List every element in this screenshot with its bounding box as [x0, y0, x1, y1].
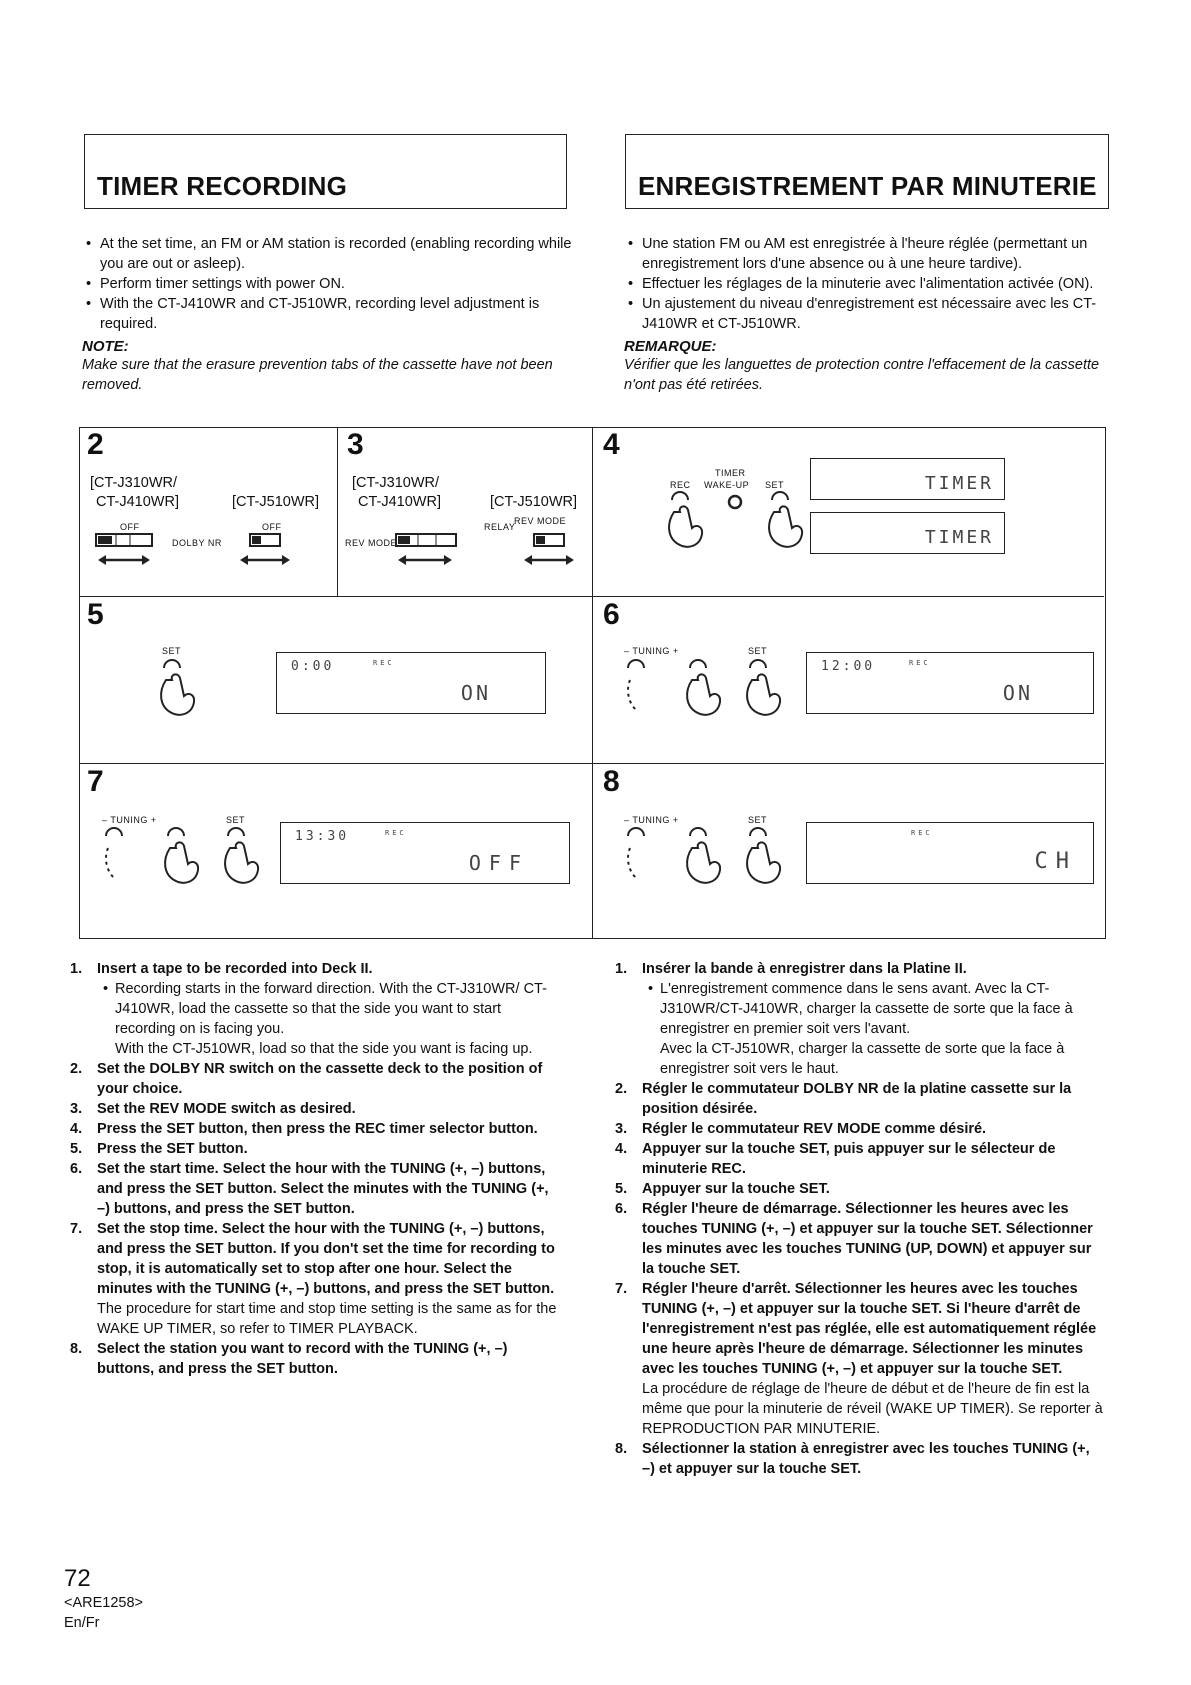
- step-text: Appuyer sur la touche SET, puis appuyer sur le sélecteur de minuterie REC.: [642, 1141, 1056, 1177]
- lcd-time: 12:00: [821, 659, 876, 674]
- step-text: Press the SET button, then press the REC timer selector button.: [97, 1121, 538, 1137]
- step-item: [70, 1139, 560, 1159]
- display-panel: [810, 512, 1005, 554]
- step-text: Régler l'heure d'arrêt. Sélectionner les heures avec les touches TUNING (+, –) et appuyer sur la touche SET. Si l'heure d'arrêt de l'enregistrement n'est pas réglée, elle est automatiquement réglée une heure après l'heure de démarrage. Sélectionner les minutes avec les touches TUNING (+, –) et appuyer sur la touche SET.: [642, 1281, 1097, 1377]
- step-item: [70, 959, 560, 1059]
- step-item: [615, 1439, 1105, 1479]
- steps-fr: [615, 959, 1105, 1479]
- hand-press-icon: [660, 490, 810, 560]
- step-item: [615, 1079, 1105, 1119]
- step-item: [615, 1279, 1105, 1439]
- step-label-3: 3: [347, 428, 364, 461]
- step-number: 5.: [615, 1181, 628, 1197]
- display-panel: [276, 652, 546, 714]
- model-label: [CT-J510WR]: [232, 494, 320, 510]
- step-number: 6.: [615, 1201, 628, 1217]
- step-text: Press the SET button.: [97, 1141, 248, 1157]
- step-item: [70, 1119, 560, 1139]
- step-item: [70, 1219, 560, 1339]
- lcd-text: ON: [460, 681, 491, 705]
- step-number: 3.: [615, 1121, 628, 1137]
- wakeup-label: WAKE-UP: [704, 480, 750, 490]
- lcd-rec: REC: [373, 659, 395, 667]
- set-label: SET: [226, 815, 246, 825]
- step-label-4: 4: [603, 428, 620, 461]
- step-number: 2.: [70, 1061, 83, 1077]
- page-footer: [64, 1565, 143, 1633]
- step-item: [70, 1059, 560, 1099]
- intro-bullet: • At the set time, an FM or AM station is recorded (enabling recording while you are out or asleep).: [82, 234, 572, 274]
- lcd-text: CH: [1034, 849, 1077, 874]
- intro-fr: [624, 234, 1112, 395]
- step-text: Insert a tape to be recorded into Deck II.: [97, 961, 373, 977]
- page-number: 72: [64, 1565, 91, 1592]
- timer-label: TIMER: [715, 468, 746, 478]
- step-item: [70, 1159, 560, 1219]
- model-label: CT-J410WR]: [96, 494, 179, 510]
- switch-label: REV MODE: [345, 538, 398, 548]
- note-label: REMARQUE:: [624, 338, 717, 355]
- step-number: 4.: [70, 1121, 83, 1137]
- step-item: [615, 959, 1105, 1079]
- step-text: Select the station you want to record with the TUNING (+, –) buttons, and press the SET button.: [97, 1341, 508, 1377]
- step-number: 1.: [70, 961, 83, 977]
- tuning-label: – TUNING +: [102, 815, 157, 825]
- step-number: 7.: [70, 1221, 83, 1237]
- lcd-text: ON: [1002, 681, 1033, 705]
- section-title-fr: ENREGISTREMENT PAR MINUTERIE: [638, 171, 1097, 201]
- step-item: [615, 1179, 1105, 1199]
- step-number: 6.: [70, 1161, 83, 1177]
- display-panel: [280, 822, 570, 884]
- step-note: The procedure for start time and stop time setting is the same as for the WAKE UP TIMER, so refer to TIMER PLAYBACK.: [97, 1301, 557, 1337]
- intro-bullet: • Un ajustement du niveau d'enregistrement est nécessaire avec les CT-J410WR et CT-J510WR.: [624, 294, 1112, 334]
- document-code: <ARE1258>: [64, 1595, 144, 1611]
- model-label: [CT-J310WR/: [352, 475, 440, 491]
- step-note: Avec la CT-J510WR, charger la cassette de sorte que la face à enregistrer soit vers le haut.: [660, 1041, 1065, 1077]
- step-label-5: 5: [87, 598, 104, 631]
- step-label-2: 2: [87, 428, 104, 461]
- lcd-rec: REC: [911, 829, 933, 837]
- procedure-diagram: [79, 427, 1106, 939]
- note-text: Make sure that the erasure prevention tabs of the cassette have not been removed.: [82, 357, 553, 393]
- step-item: [615, 1199, 1105, 1279]
- lcd-rec: REC: [909, 659, 931, 667]
- step-number: 8.: [615, 1441, 628, 1457]
- lcd-time: 0:00: [291, 659, 335, 674]
- hand-press-icon: [620, 658, 800, 728]
- step-item: [70, 1099, 560, 1119]
- step-number: 4.: [615, 1141, 628, 1157]
- title-box-right: [625, 134, 1109, 209]
- step-number: 7.: [615, 1281, 628, 1297]
- switch-label: OFF: [120, 522, 140, 532]
- tuning-label: – TUNING +: [624, 815, 679, 825]
- switch-label: OFF: [262, 522, 282, 532]
- switch-label: REV MODE: [514, 516, 567, 526]
- set-label: SET: [162, 646, 182, 656]
- step-number: 8.: [70, 1341, 83, 1357]
- language-tag: En/Fr: [64, 1615, 100, 1631]
- rec-label: REC: [670, 480, 691, 490]
- step-text: Sélectionner la station à enregistrer avec les touches TUNING (+, –) et appuyer sur la touche SET.: [642, 1441, 1090, 1477]
- note-label: NOTE:: [82, 338, 129, 355]
- lcd-text: TIMER: [924, 473, 994, 494]
- lcd-rec: REC: [385, 829, 407, 837]
- intro-bullet: • Une station FM ou AM est enregistrée à l'heure réglée (permettant un enregistrement lors d'une absence ou à une heure tardive).: [624, 234, 1112, 274]
- set-label: SET: [748, 815, 768, 825]
- model-label: CT-J410WR]: [358, 494, 441, 510]
- step-text: Régler le commutateur REV MODE comme désiré.: [642, 1121, 987, 1137]
- rev-mode-switch-icon: [390, 532, 590, 574]
- step-text: Régler l'heure de démarrage. Sélectionner les heures avec les touches TUNING (+, –) et appuyer sur la touche SET. Sélectionner les minutes avec les touches TUNING (UP, DOWN) et appuyer sur la touche SET.: [642, 1201, 1093, 1277]
- intro-bullet: • With the CT-J410WR and CT-J510WR, recording level adjustment is required.: [82, 294, 572, 334]
- step-note: La procédure de réglage de l'heure de début et de l'heure de fin est la même que pour la minuterie de réveil (WAKE UP TIMER). Se reporter à REPRODUCTION PAR MINUTERIE.: [642, 1381, 1103, 1437]
- step-text: Insérer la bande à enregistrer dans la Platine II.: [642, 961, 967, 977]
- lcd-text: OFF: [468, 851, 529, 875]
- step-text: Appuyer sur la touche SET.: [642, 1181, 830, 1197]
- step-text: Set the stop time. Select the hour with the TUNING (+, –) buttons, and press the SET button. If you don't set the time for recording to stop, it is automatically set to stop after one hour. Select the minutes with the TUNING (+, –) buttons, and press the SET button.: [97, 1221, 555, 1297]
- section-title-en: TIMER RECORDING: [97, 171, 347, 201]
- step-item: [615, 1139, 1105, 1179]
- steps-en: [70, 959, 560, 1379]
- step-item: [70, 1339, 560, 1379]
- switch-label: RELAY: [484, 522, 516, 532]
- set-label: SET: [765, 480, 785, 490]
- step-number: 3.: [70, 1101, 83, 1117]
- switch-label: DOLBY NR: [172, 538, 222, 548]
- tuning-label: – TUNING +: [624, 646, 679, 656]
- step-item: [615, 1119, 1105, 1139]
- hand-press-icon: [620, 826, 800, 896]
- lcd-text: TIMER: [924, 527, 994, 548]
- lcd-time: 13:30: [295, 829, 350, 844]
- intro-en: [82, 234, 572, 395]
- step-text: Set the start time. Select the hour with the TUNING (+, –) buttons, and press the SET button. Select the minutes with the TUNING (+, –) buttons, and press the SET button.: [97, 1161, 549, 1217]
- step-number: 1.: [615, 961, 628, 977]
- title-box-left: [84, 134, 567, 209]
- step-text: Régler le commutateur DOLBY NR de la platine cassette sur la position désirée.: [642, 1081, 1072, 1117]
- display-panel: [810, 458, 1005, 500]
- divider: [592, 428, 593, 938]
- model-label: [CT-J510WR]: [490, 494, 578, 510]
- step-text: Set the REV MODE switch as desired.: [97, 1101, 356, 1117]
- display-panel: [806, 652, 1094, 714]
- step-note: • Recording starts in the forward direction. With the CT-J310WR/ CT-J410WR, load the cassette so that the side you want to start recording on is facing you.: [97, 979, 560, 1039]
- display-panel: [806, 822, 1094, 884]
- step-label-7: 7: [87, 765, 104, 798]
- step-number: 5.: [70, 1141, 83, 1157]
- hand-press-icon: [98, 826, 278, 896]
- step-label-8: 8: [603, 765, 620, 798]
- set-label: SET: [748, 646, 768, 656]
- step-note: With the CT-J510WR, load so that the side you want is facing up.: [115, 1041, 533, 1057]
- step-number: 2.: [615, 1081, 628, 1097]
- dolby-switch-icon: [94, 532, 334, 574]
- note-text: Vérifier que les languettes de protection contre l'effacement de la cassette n'ont pas été retirées.: [624, 357, 1100, 393]
- intro-bullet: • Perform timer settings with power ON.: [82, 274, 572, 294]
- step-label-6: 6: [603, 598, 620, 631]
- hand-press-icon: [152, 658, 212, 728]
- step-note: • L'enregistrement commence dans le sens avant. Avec la CT-J310WR/CT-J410WR, charger la cassette de sorte que la face à enregistrer en premier soit vers l'avant.: [642, 979, 1105, 1039]
- model-label: [CT-J310WR/: [90, 475, 178, 491]
- step-text: Set the DOLBY NR switch on the cassette deck to the position of your choice.: [97, 1061, 543, 1097]
- intro-bullet: • Effectuer les réglages de la minuterie avec l'alimentation activée (ON).: [624, 274, 1112, 294]
- divider: [337, 428, 338, 596]
